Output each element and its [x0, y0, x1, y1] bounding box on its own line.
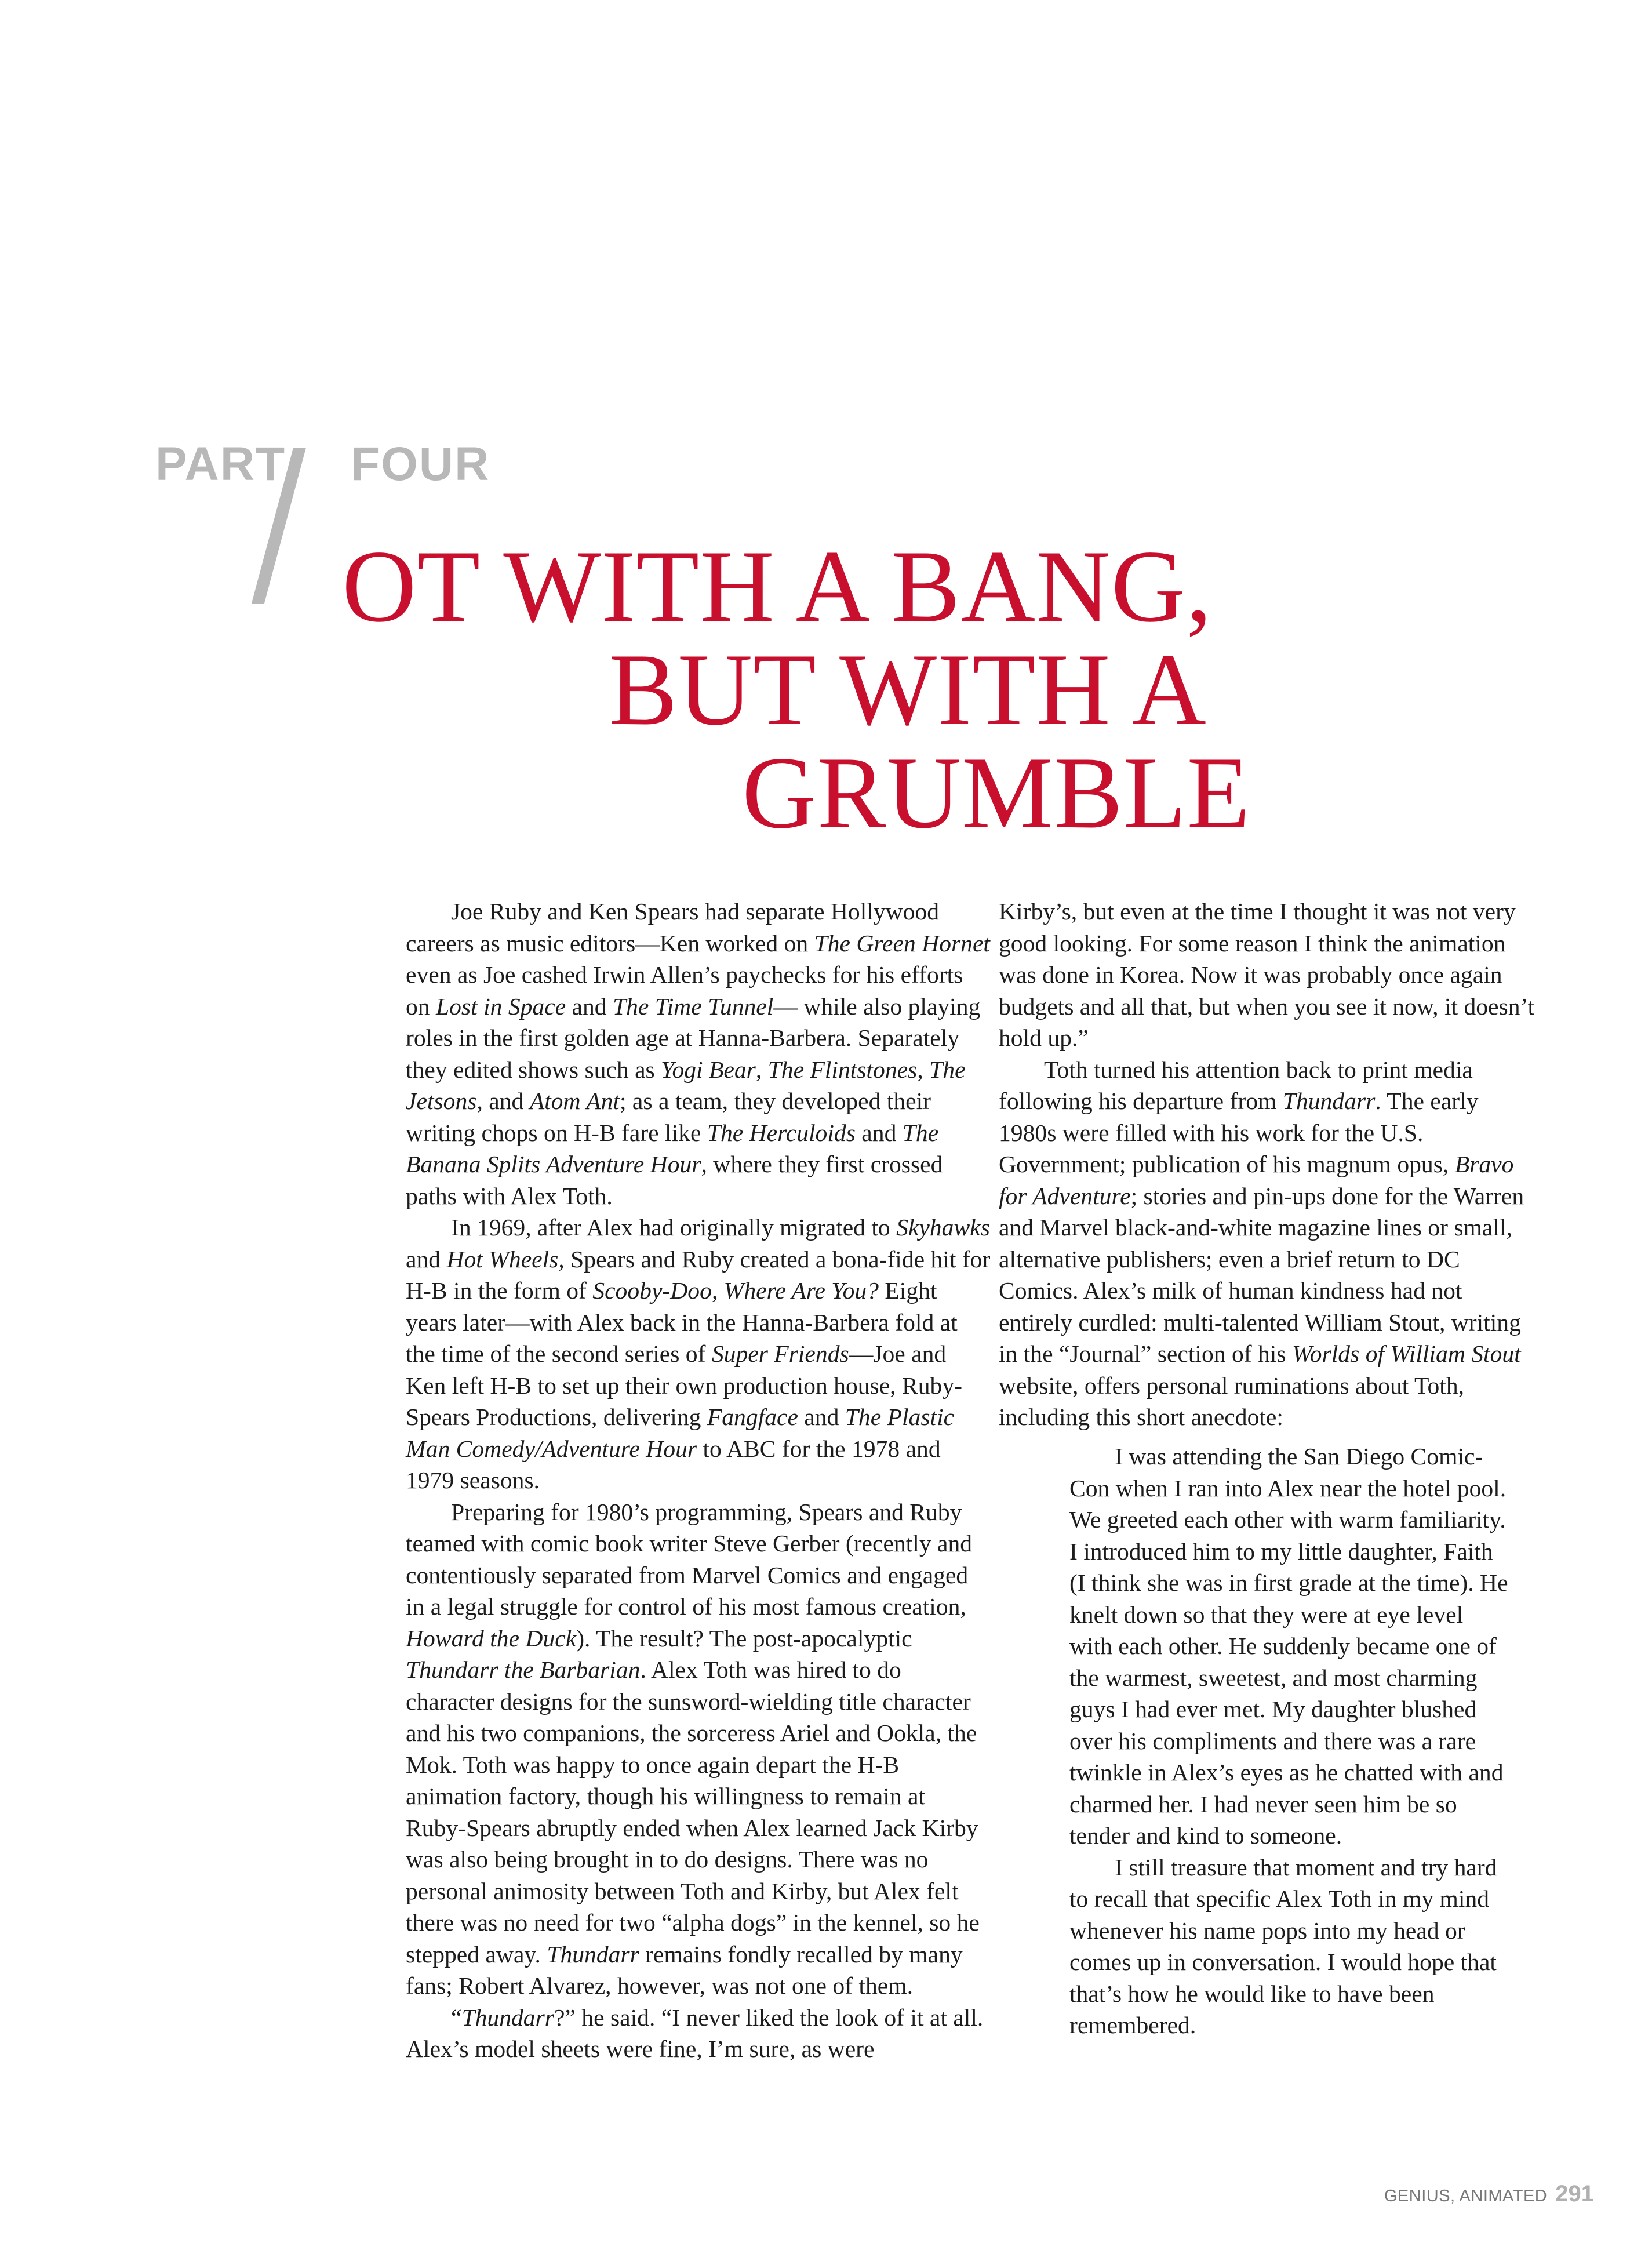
paragraph: “Thundarr?” he said. “I never liked the look of it at all. Alex’s model sheets were fine, I’m sure, as were [406, 2004, 984, 2062]
paragraph: In 1969, after Alex had originally migrated to Skyhawks and Hot Wheels, Spears and Ruby created a bona-fide hit for H-B in the form of Scooby-Doo, Where Are You? Eight years later—with Alex back in the Hanna-Barbera fold at the time of the second series of Super Friends—Joe and Ken left H-B to set up their own production house, Ruby-Spears Productions, delivering Fangface and The Plastic Man Comedy/Adventure Hour to ABC for the 1978 and 1979 seasons. [406, 1214, 991, 1493]
running-footer-title: GENIUS, ANIMATED [1384, 2187, 1548, 2205]
paragraph: Joe Ruby and Ken Spears had separate Hollywood careers as music editors—Ken worked on The Green Hornet even as Joe cashed Irwin Allen’s paychecks for his efforts on Lost in Space and The Time Tunnel— while also playing roles in the first golden age at Hanna-Barbera. Separately they edited shows such as Yogi Bear, The Flintstones, The Jetsons, and Atom Ant; as a team, they developed their writing chops on H-B fare like The Herculoids and The Banana Splits Adventure Hour, where they first crossed paths with Alex Toth. [406, 898, 990, 1209]
page-number: 291 [1555, 2181, 1594, 2207]
right-text-column [999, 896, 1538, 1433]
quote-paragraph: I still treasure that moment and try hard to recall that specific Alex Toth in my mind whenever his name pops into my head or comes up in conversation. I would hope that that’s how he would like to have been remembered. [1069, 1853, 1497, 2038]
quote-paragraph: I was attending the San Diego Comic-Con when I ran into Alex near the hotel pool. We greeted each other with warm familiarity. I introduced him to my little daughter, Faith (I think she was in first grade at the time). He knelt down so that they were at eye level with each other. He suddenly became one of the warmest, sweetest, and most charming guys I had ever met. My daughter blushed over his compliments and there was a rare twinkle in Alex’s eyes as he chatted with and charmed her. I had never seen him be so tender and kind to someone. [1069, 1443, 1508, 1849]
part-label: PART [155, 438, 286, 490]
chapter-title-line: OT WITH A BANG, [342, 529, 1213, 644]
paragraph: Kirby’s, but even at the time I thought it was not very good looking. For some reason I think the animation was done in Korea. Now it was probably once again budgets and all that, but when you see it now, it doesn’t hold up.” [999, 898, 1535, 1051]
block-quote [1069, 1441, 1510, 2041]
paragraph: Preparing for 1980’s programming, Spears and Ruby teamed with comic book writer Steve Gerber (recently and contentiously separated from Marvel Comics and engaged in a legal struggle for control of his most famous creation, Howard the Duck). The result? The post-apocalyptic Thundarr the Barbarian. Alex Toth was hired to do character designs for the sunsword-wielding title character and his two companions, the sorceress Ariel and Ookla, the Mok. Toth was happy to once again depart the H-B animation factory, though his willingness to remain at Ruby-Spears abruptly ended when Alex learned Jack Kirby was also being brought in to do designs. There was no personal animosity between Toth and Kirby, but Alex felt there was no need for two “alpha dogs” in the kennel, so he stepped away. Thundarr remains fondly recalled by many fans; Robert Alvarez, however, was not one of them. [406, 1498, 980, 1999]
part-number: FOUR [351, 438, 490, 490]
chapter-title-line: GRUMBLE [742, 735, 1251, 850]
page-footer [1384, 2181, 1594, 2207]
left-text-column [406, 896, 991, 2065]
paragraph: Toth turned his attention back to print media following his departure from Thundarr. The early 1980s were filled with his work for the U.S. Government; publication of his magnum opus, Bravo for Adventure; stories and pin-ups done for the Warren and Marvel black-and-white magazine lines or small, alternative publishers; even a brief return to DC Comics. Alex’s milk of human kindness had not entirely curdled: multi-talented William Stout, writing in the “Journal” section of his Worlds of William Stout website, offers personal ruminations about Toth, including this short anecdote: [999, 1056, 1524, 1430]
chapter-title-line: BUT WITH A [609, 632, 1207, 747]
chapter-title [342, 529, 1501, 850]
